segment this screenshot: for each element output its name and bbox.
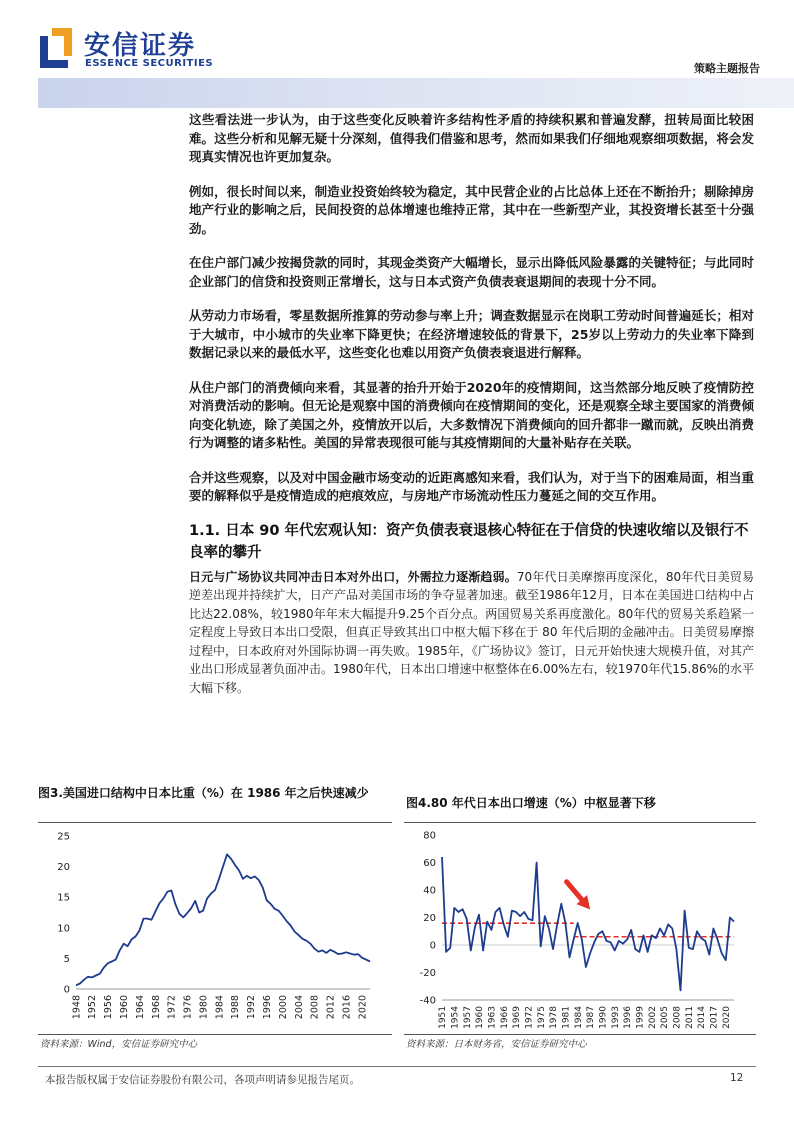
series-line [76,854,370,985]
figure-3 [38,785,398,802]
x-tick-label: 2000 [277,995,289,1020]
section-heading: 1.1. 日本 90 年代宏观认知：资产负债表衰退核心特征在于信贷的快速收缩以及银行不良率的攀升 [189,522,749,561]
x-tick-label: 2020 [721,1006,732,1029]
y-tick-label: 20 [57,862,70,874]
body-paragraph: 在住户部门减少按揭贷款的同时，其现金类资产大幅增长，显示出降低风险暴露的关键特征；与此同时企业部门的信贷和投资则正常增长，这与日本式资产负债表衰退期间的表现十分不同。 [189,255,754,289]
y-tick-label: 25 [57,831,70,843]
x-tick-label: 1966 [499,1006,510,1029]
x-tick-label: 1992 [246,995,258,1020]
x-tick-label: 1990 [598,1006,609,1029]
x-tick-label: 1960 [119,995,131,1020]
main-content [189,111,754,697]
essence-logo-icon [38,26,74,70]
y-tick-label: -40 [419,995,436,1007]
brand-name-en: ESSENCE SECURITIES [85,58,214,69]
x-tick-label: 1957 [462,1006,473,1029]
x-tick-label: 1964 [134,995,146,1020]
y-tick-label: 60 [423,858,436,869]
x-tick-label: 1968 [150,995,162,1020]
x-tick-label: 1975 [536,1006,547,1029]
header-band [38,78,794,108]
section-paragraph [189,568,754,698]
y-tick-label: 5 [63,953,70,965]
x-tick-label: 1969 [512,1006,523,1029]
x-tick-label: 1972 [166,995,178,1020]
figure-3-title: 图3.美国进口结构中日本比重（%）在 1986 年之后快速减少 [38,786,369,800]
figure-4-top-rule [404,822,756,823]
body-paragraph: 这些看法进一步认为，由于这些变化反映着许多结构性矛盾的持续积累和普遍发酵，扭转局面比较困难。这些分析和见解无疑十分深刻，值得我们借鉴和思考，然而如果我们仔细地观察细项数据，将会发现真实情况也许更加复杂。 [189,112,754,164]
x-tick-label: 2012 [325,995,337,1020]
x-tick-label: 1976 [182,995,194,1020]
x-tick-label: 1960 [475,1006,486,1029]
footer-rule [38,1066,756,1067]
x-tick-label: 2005 [660,1006,671,1029]
x-tick-label: 1978 [549,1006,560,1029]
body-paragraph: 从劳动力市场看，零星数据所推算的劳动参与率上升；调查数据显示在岗职工劳动时间普遍延长；相对于大城市，中小城市的失业率下降更快；在经济增速较低的背景下，25岁以上劳动力的失业率下降到数据记录以来的最低水平，这些变化也难以用资产负债表衰退进行解释。 [189,308,754,360]
y-tick-label: 40 [423,885,436,897]
x-tick-label: 2004 [293,995,305,1020]
y-tick-label: 80 [423,830,436,842]
footer-disclaimer: 本报告版权属于安信证券股份有限公司，各项声明请参见报告尾页。 [45,1074,360,1086]
figure-3-top-rule [38,822,392,823]
x-tick-label: 1984 [573,1006,584,1029]
page-number: 12 [730,1072,744,1084]
x-tick-label: 1951 [438,1006,449,1029]
x-tick-label: 1987 [586,1006,597,1029]
x-tick-label: 1956 [103,995,115,1020]
x-tick-label: 2017 [709,1006,720,1029]
figure-3-source: 资料来源：Wind，安信证券研究中心 [40,1039,198,1050]
body-paragraph: 从住户部门的消费倾向来看，其显著的抬升开始于2020年的疫情期间，这当然部分地反映了疫情防控对消费活动的影响。但无论是观察中国的消费倾向在疫情期间的变化，还是观察全球主要国家的消费倾向变化轨迹，除了美国之外，疫情放开以后，大多数情况下消费倾向的回升都非一蹴而就，反映出消费行为调整的诸多粘性。美国的异常表现很可能与其疫情期间的大量补贴存在关联。 [189,379,754,450]
brand-name-cn: 安信证券 [84,31,197,61]
y-tick-label: 15 [57,892,70,904]
x-tick-label: 1993 [610,1006,621,1029]
y-tick-label: 0 [63,984,70,996]
x-tick-label: 2002 [647,1006,658,1029]
x-tick-label: 1972 [524,1006,535,1029]
y-tick-label: -20 [419,968,436,979]
body-paragraph: 例如，很长时间以来，制造业投资始终较为稳定，其中民营企业的占比总体上还在不断抬升；剔除掉房地产行业的影响之后，民间投资的总体增速也维持正常，其中在一些新型产业，其投资增长甚至十分强劲。 [189,183,754,236]
x-tick-label: 1980 [198,995,210,1020]
decline-arrow-icon [567,882,582,900]
x-tick-label: 2014 [697,1006,708,1029]
report-type-label: 策略主题报告 [694,62,760,75]
x-tick-label: 1996 [623,1006,634,1029]
y-tick-label: 20 [423,913,436,924]
x-tick-label: 1948 [71,995,83,1020]
chart-japan-share-us-imports [38,826,392,1031]
x-tick-label: 1996 [262,995,274,1020]
page-header [0,0,794,110]
x-tick-label: 1963 [487,1006,498,1029]
figure-4 [406,795,756,812]
x-tick-label: 2011 [684,1006,695,1029]
figure-4-bottom-rule [404,1034,756,1035]
figure-3-bottom-rule [38,1034,392,1035]
x-tick-label: 2008 [309,995,321,1020]
y-tick-label: 0 [429,940,436,952]
x-tick-label: 2008 [672,1006,683,1029]
body-paragraph: 合并这些观察，以及对中国金融市场变动的近距离感知来看，我们认为，对于当下的困难局面，相当重要的解释似乎是疫情造成的疤痕效应，与房地产市场流动性压力蔓延之间的交互作用。 [189,469,754,503]
x-tick-label: 1952 [87,995,99,1020]
x-tick-label: 1954 [450,1006,461,1029]
x-tick-label: 2016 [341,995,353,1020]
x-tick-label: 2020 [357,995,369,1020]
x-tick-label: 1999 [635,1006,646,1029]
section-body: 70年代日美摩擦再度深化，80年代日美贸易逆差出现并持续扩大，日产产品对美国市场的争夺显著加速。截至1986年12月，日本在美国进口结构中占比达22.08%，较1980年年末大幅提升9.25个百分点。两国贸易关系再度激化。80年代的贸易关系趋紧一定程度上导致日本出口受限，但真正导致其出口中枢大幅下移在于 80 年代后期的金融冲击。日美贸易摩擦过程中，日本政府对外国际协调一再失败。1985年，《广场协议》签订，日元开始快速大规模升值，对其产业出口形成显著负面冲击。1980年代，日本出口增速中枢整体在6.00%左右，较1970年代15.86%的水平大幅下移。 [189,569,754,695]
x-tick-label: 1981 [561,1006,572,1029]
y-tick-label: 10 [57,923,70,935]
x-tick-label: 1984 [214,995,226,1020]
figure-4-source: 资料来源：日本财务省，安信证券研究中心 [406,1039,587,1050]
chart-japan-export-growth [404,826,756,1031]
figure-4-title: 图4.80 年代日本出口增速（%）中枢显著下移 [406,796,656,810]
x-tick-label: 1988 [230,995,242,1020]
section-lead: 日元与广场协议共同冲击日本对外出口，外需拉力逐渐趋弱。 [189,569,517,584]
